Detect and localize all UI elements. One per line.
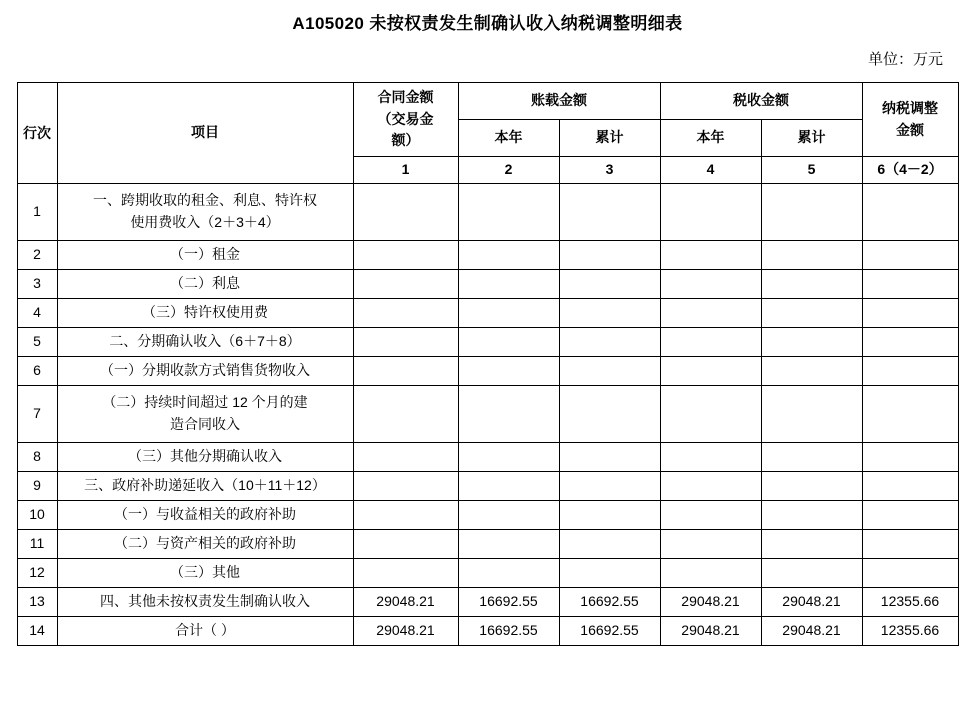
cell-book-current[interactable]: 16692.55: [458, 588, 559, 617]
table-row: [17, 472, 958, 501]
page-title: A105020 未按权责发生制确认收入纳税调整明细表: [292, 14, 683, 33]
cell-tax-cumulative[interactable]: [761, 559, 862, 588]
cell-contract-amount[interactable]: [353, 559, 458, 588]
header-tax-amount: 税收金额: [660, 83, 862, 120]
row-number-cell: 2: [17, 241, 57, 270]
cell-adjustment[interactable]: [862, 472, 958, 501]
cell-tax-current[interactable]: [660, 472, 761, 501]
cell-book-cumulative[interactable]: [559, 443, 660, 472]
table-row: [17, 299, 958, 328]
cell-book-current[interactable]: [458, 530, 559, 559]
cell-contract-amount[interactable]: [353, 530, 458, 559]
cell-tax-cumulative[interactable]: 29048.21: [761, 617, 862, 646]
column-number-6: 6（4－2）: [862, 157, 958, 184]
cell-adjustment[interactable]: [862, 530, 958, 559]
cell-contract-amount[interactable]: [353, 241, 458, 270]
cell-tax-cumulative[interactable]: [761, 386, 862, 443]
row-item-cell: 合计（ ）: [57, 617, 353, 646]
cell-book-cumulative[interactable]: [559, 357, 660, 386]
header-adjustment-line2: 金额: [896, 121, 924, 138]
row-item-cell: （一）分期收款方式销售货物收入: [57, 357, 353, 386]
header-book-cumulative: 累计: [559, 120, 660, 157]
table-row: [17, 501, 958, 530]
cell-book-cumulative[interactable]: [559, 472, 660, 501]
row-item-line2: 使用费收入（2＋3＋4）: [130, 214, 280, 230]
tax-adjustment-table: [17, 82, 959, 646]
cell-tax-current[interactable]: [660, 357, 761, 386]
table-row: [17, 530, 958, 559]
row-item-cell: （二）与资产相关的政府补助: [57, 530, 353, 559]
row-number-cell: 14: [17, 617, 57, 646]
cell-contract-amount[interactable]: [353, 357, 458, 386]
row-number-cell: 7: [17, 386, 57, 443]
row-item-cell: [57, 386, 353, 443]
cell-tax-current[interactable]: [660, 530, 761, 559]
row-number-cell: 11: [17, 530, 57, 559]
table-row: [17, 241, 958, 270]
cell-book-current[interactable]: [458, 559, 559, 588]
table-row: [17, 328, 958, 357]
cell-tax-cumulative[interactable]: [761, 357, 862, 386]
cell-book-cumulative[interactable]: 16692.55: [559, 588, 660, 617]
cell-tax-current[interactable]: [660, 299, 761, 328]
table-row: [17, 184, 958, 241]
header-adjustment-line1: 纳税调整: [882, 99, 938, 116]
cell-adjustment[interactable]: [862, 270, 958, 299]
column-number-1: 1: [353, 157, 458, 184]
cell-book-cumulative[interactable]: [559, 530, 660, 559]
row-item-line1: （二）持续时间超过 12 个月的建: [102, 394, 308, 411]
cell-book-current[interactable]: [458, 328, 559, 357]
cell-adjustment[interactable]: [862, 184, 958, 241]
cell-tax-cumulative[interactable]: [761, 443, 862, 472]
row-number-cell: 1: [17, 184, 57, 241]
header-tax-cumulative: 累计: [761, 120, 862, 157]
cell-adjustment[interactable]: 12355.66: [862, 588, 958, 617]
row-item-cell: （一）与收益相关的政府补助: [57, 501, 353, 530]
column-number-5: 5: [761, 157, 862, 184]
cell-book-cumulative[interactable]: [559, 270, 660, 299]
cell-contract-amount[interactable]: [353, 386, 458, 443]
row-number-cell: 10: [17, 501, 57, 530]
header-book-amount: 账载金额: [458, 83, 660, 120]
row-item-cell: （三）特许权使用费: [57, 299, 353, 328]
row-number-cell: 12: [17, 559, 57, 588]
cell-contract-amount[interactable]: [353, 472, 458, 501]
cell-contract-amount[interactable]: [353, 443, 458, 472]
cell-adjustment[interactable]: [862, 501, 958, 530]
header-book-current-year: 本年: [458, 120, 559, 157]
cell-contract-amount[interactable]: [353, 501, 458, 530]
cell-book-cumulative[interactable]: 16692.55: [559, 617, 660, 646]
cell-contract-amount[interactable]: [353, 328, 458, 357]
cell-tax-cumulative[interactable]: [761, 299, 862, 328]
table-row: [17, 588, 958, 617]
cell-book-current[interactable]: [458, 184, 559, 241]
cell-tax-current[interactable]: 29048.21: [660, 588, 761, 617]
row-item-cell: 二、分期确认收入（6＋7＋8）: [57, 328, 353, 357]
cell-adjustment[interactable]: [862, 328, 958, 357]
cell-tax-current[interactable]: [660, 184, 761, 241]
cell-tax-current[interactable]: 29048.21: [660, 617, 761, 646]
header-item: 项目: [57, 83, 353, 184]
table-row: [17, 443, 958, 472]
cell-adjustment[interactable]: [862, 443, 958, 472]
row-number-cell: 8: [17, 443, 57, 472]
column-number-3: 3: [559, 157, 660, 184]
row-item-cell: 三、政府补助递延收入（10＋11＋12）: [57, 472, 353, 501]
cell-tax-current[interactable]: [660, 270, 761, 299]
cell-book-cumulative[interactable]: [559, 241, 660, 270]
cell-tax-cumulative[interactable]: [761, 501, 862, 530]
cell-book-cumulative[interactable]: [559, 184, 660, 241]
table-body: [17, 184, 958, 646]
cell-book-current[interactable]: 16692.55: [458, 617, 559, 646]
cell-adjustment[interactable]: [862, 299, 958, 328]
cell-book-current[interactable]: [458, 299, 559, 328]
cell-book-cumulative[interactable]: [559, 328, 660, 357]
cell-book-cumulative[interactable]: [559, 386, 660, 443]
cell-tax-cumulative[interactable]: 29048.21: [761, 588, 862, 617]
cell-contract-amount[interactable]: [353, 299, 458, 328]
cell-book-current[interactable]: [458, 357, 559, 386]
cell-contract-amount[interactable]: [353, 184, 458, 241]
row-number-cell: 4: [17, 299, 57, 328]
header-tax-current-year: 本年: [660, 120, 761, 157]
cell-adjustment[interactable]: [862, 386, 958, 443]
unit-label: 单位：万元: [867, 51, 943, 68]
cell-tax-cumulative[interactable]: [761, 184, 862, 241]
cell-adjustment[interactable]: 12355.66: [862, 617, 958, 646]
row-number-cell: 5: [17, 328, 57, 357]
row-item-line1: 一、跨期收取的租金、利息、特许权: [93, 192, 317, 209]
cell-tax-cumulative[interactable]: [761, 328, 862, 357]
header-contract-amount-line2: （交易金: [377, 110, 434, 127]
table-row: [17, 559, 958, 588]
cell-book-current[interactable]: [458, 443, 559, 472]
cell-tax-current[interactable]: [660, 443, 761, 472]
cell-contract-amount[interactable]: 29048.21: [353, 588, 458, 617]
row-number-cell: 13: [17, 588, 57, 617]
row-number-cell: 6: [17, 357, 57, 386]
cell-book-current[interactable]: [458, 270, 559, 299]
cell-tax-current[interactable]: [660, 328, 761, 357]
header-row-number: [17, 83, 57, 184]
row-item-cell: 四、其他未按权责发生制确认收入: [57, 588, 353, 617]
table-row: [17, 270, 958, 299]
cell-tax-cumulative[interactable]: [761, 241, 862, 270]
cell-book-current[interactable]: [458, 386, 559, 443]
cell-adjustment[interactable]: [862, 357, 958, 386]
cell-tax-current[interactable]: [660, 559, 761, 588]
row-number-cell: 9: [17, 472, 57, 501]
table-row-total: [17, 617, 958, 646]
cell-book-current[interactable]: [458, 241, 559, 270]
cell-tax-cumulative[interactable]: [761, 270, 862, 299]
column-number-4: 4: [660, 157, 761, 184]
header-contract-amount: [353, 83, 458, 157]
cell-contract-amount[interactable]: 29048.21: [353, 617, 458, 646]
table-row: [17, 357, 958, 386]
cell-book-current[interactable]: [458, 501, 559, 530]
cell-tax-cumulative[interactable]: [761, 530, 862, 559]
row-item-cell: （一）租金: [57, 241, 353, 270]
cell-tax-cumulative[interactable]: [761, 472, 862, 501]
cell-book-cumulative[interactable]: [559, 299, 660, 328]
cell-book-current[interactable]: [458, 472, 559, 501]
cell-contract-amount[interactable]: [353, 270, 458, 299]
header-row-number-text: 行次: [23, 124, 51, 141]
cell-tax-current[interactable]: [660, 386, 761, 443]
cell-adjustment[interactable]: [862, 241, 958, 270]
row-number-cell: 3: [17, 270, 57, 299]
header-contract-amount-line1: 合同金额: [377, 88, 434, 105]
cell-book-cumulative[interactable]: [559, 501, 660, 530]
table-row: [17, 386, 958, 443]
row-item-cell: （三）其他分期确认收入: [57, 443, 353, 472]
row-item-cell: （三）其他: [57, 559, 353, 588]
cell-tax-current[interactable]: [660, 501, 761, 530]
column-number-2: 2: [458, 157, 559, 184]
row-item-cell: [57, 184, 353, 241]
cell-book-cumulative[interactable]: [559, 559, 660, 588]
header-adjustment-amount: [862, 83, 958, 157]
document-page: [0, 9, 975, 716]
header-contract-amount-line3: 额）: [391, 132, 420, 149]
cell-adjustment[interactable]: [862, 559, 958, 588]
row-item-cell: （二）利息: [57, 270, 353, 299]
cell-tax-current[interactable]: [660, 241, 761, 270]
row-item-line2: 造合同收入: [170, 416, 240, 432]
